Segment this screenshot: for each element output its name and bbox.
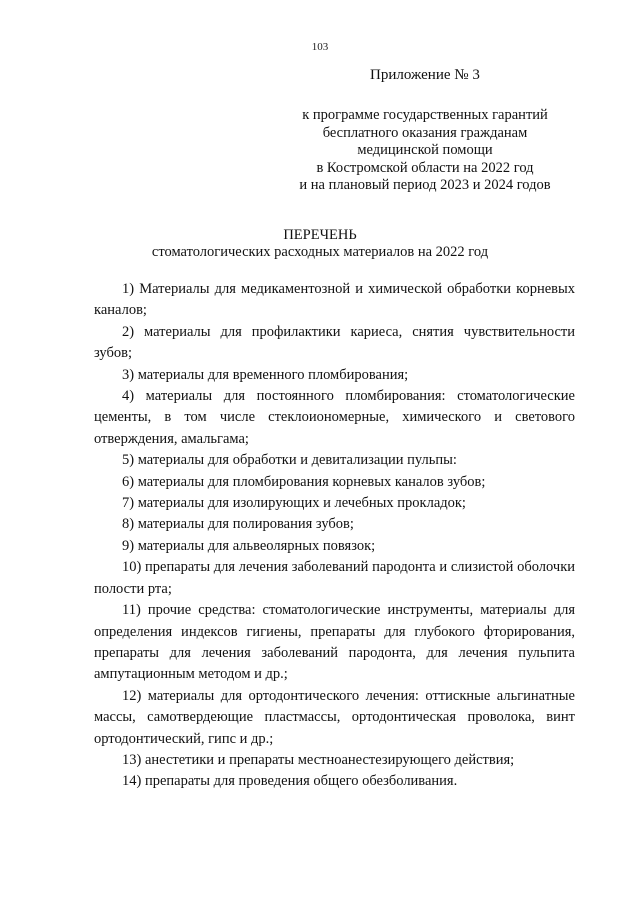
header-line: и на плановый период 2023 и 2024 годов <box>299 177 551 193</box>
list-item: 5) материалы для обработки и девитализации пульпы: <box>122 452 457 469</box>
header-block <box>285 107 565 195</box>
list-item: 10) препараты для лечения заболеваний пародонта и слизистой оболочки полости рта; <box>94 559 575 597</box>
list-item: 9) материалы для альвеолярных повязок; <box>122 537 376 554</box>
header-line: в Костромской области на 2022 год <box>316 159 534 176</box>
list-item: 12) материалы для ортодонтического лечения: оттискные альгинатные массы, самотвердеющие пластмассы, ортодонтическая проволока, винт ортодонтический, гипс и др.; <box>94 687 575 747</box>
document-subtitle: стоматологических расходных материалов на 2022 год <box>151 244 489 260</box>
list-item: 2) материалы для профилактики кариеса, снятия чувствительности зубов; <box>94 323 575 362</box>
appendix-label: Приложение № 3 <box>370 67 480 83</box>
page-number: 103 <box>311 41 329 53</box>
materials-list <box>94 279 575 793</box>
header-line: бесплатного оказания гражданам <box>322 124 528 141</box>
list-item: 11) прочие средства: стоматологические инструменты, материалы для определения индексов гигиены, препараты для глубокого фторирования, препараты для лечения заболеваний пародонта, для лечения пульпита ампутационным методом и др.; <box>94 602 575 683</box>
list-item: 14) препараты для проведения общего обезболивания. <box>122 773 458 790</box>
list-item: 3) материалы для временного пломбирования; <box>122 366 409 383</box>
list-item: 8) материалы для полирования зубов; <box>122 516 354 533</box>
list-item: 7) материалы для изолирующих и лечебных прокладок; <box>122 495 466 512</box>
list-item: 4) материалы для постоянного пломбирования: стоматологические цементы, в том числе стеклоиономерные, химического и светового отверждения, амальгама; <box>94 388 575 447</box>
header-line: к программе государственных гарантий <box>302 107 548 123</box>
header-line: медицинской помощи <box>357 142 493 158</box>
list-item: 13) анестетики и препараты местноанестезирующего действия; <box>122 751 515 768</box>
list-item: 1) Материалы для медикаментозной и химической обработки корневых каналов; <box>94 281 575 319</box>
document-title: ПЕРЕЧЕНЬ <box>283 227 357 243</box>
list-item: 6) материалы для пломбирования корневых каналов зубов; <box>122 473 486 490</box>
